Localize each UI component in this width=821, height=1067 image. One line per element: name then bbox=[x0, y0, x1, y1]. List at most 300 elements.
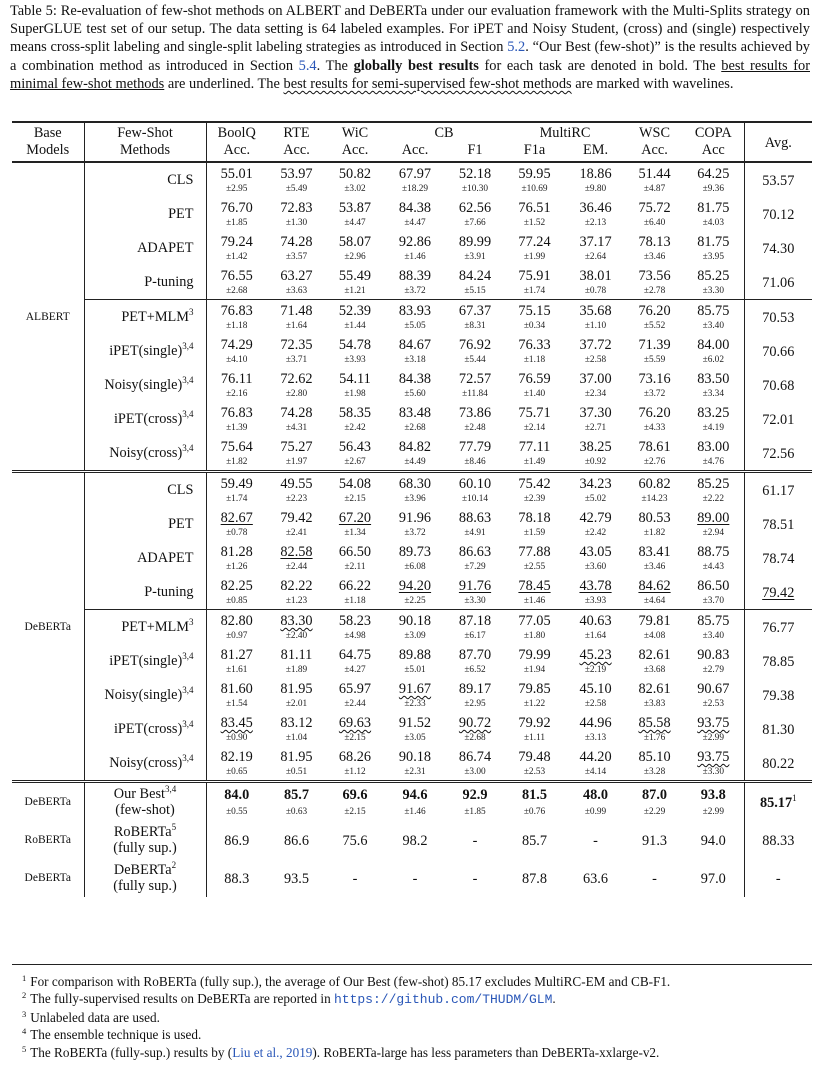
value-cell: 72.56 bbox=[744, 436, 812, 472]
std-cell: ±2.34 bbox=[584, 389, 607, 399]
value-cell: 71.48 bbox=[267, 300, 326, 321]
value-cell: 37.00 bbox=[579, 371, 612, 387]
value-cell: 79.42 bbox=[280, 510, 313, 526]
std-cell: ±2.58 bbox=[584, 355, 607, 365]
std-cell: ±4.98 bbox=[344, 631, 366, 641]
std-cell: ±4.08 bbox=[643, 631, 666, 641]
value-cell: 91.76 bbox=[458, 578, 492, 594]
std-cell: ±3.72 bbox=[643, 389, 666, 399]
std-cell: ±0.78 bbox=[226, 528, 248, 538]
method-name: Noisy(single)$^{3,4}$ bbox=[84, 368, 206, 402]
table-row bbox=[12, 575, 812, 595]
value-cell: 78.61 bbox=[638, 439, 671, 455]
section-ref-5-4[interactable]: 5.4 bbox=[298, 57, 317, 74]
std-cell: ±1.98 bbox=[344, 389, 366, 399]
value-cell: 82.61 bbox=[638, 647, 671, 663]
value-cell: 75.15 bbox=[504, 300, 565, 321]
std-cell: ±1.74 bbox=[523, 286, 546, 296]
method-name: iPET(cross)$^{3,4}$ bbox=[84, 402, 206, 436]
value-cell: 98.2 bbox=[402, 833, 428, 849]
value-cell: - bbox=[744, 859, 812, 897]
value-cell: 43.78 bbox=[579, 578, 612, 594]
std-cell: ±3.28 bbox=[643, 767, 666, 777]
value-cell: 68.30 bbox=[384, 472, 446, 494]
metric-header: F1a bbox=[523, 142, 546, 158]
value-cell: 82.19 bbox=[220, 749, 253, 765]
base-model-label: DeBERTa bbox=[12, 859, 84, 897]
task-header-rte: RTE bbox=[267, 122, 326, 142]
std-cell: ±2.41 bbox=[285, 528, 308, 538]
std-cell: ±3.68 bbox=[643, 665, 666, 675]
std-cell: ±10.69 bbox=[521, 184, 548, 194]
std-cell: ±10.30 bbox=[461, 184, 489, 194]
method-name: ADAPET bbox=[84, 231, 206, 265]
value-cell: 74.28 bbox=[280, 405, 313, 421]
std-cell: ±2.33 bbox=[404, 699, 426, 709]
value-cell: 89.17 bbox=[458, 681, 492, 697]
std-cell: ±3.34 bbox=[702, 389, 724, 399]
method-name: CLS bbox=[84, 472, 206, 508]
footnote-5: $^5$ The RoBERTa (fully-sup.) results by (Liu et al., 2019). RoBERTa-large has less parameters than DeBERTa-xxlarge-v2. bbox=[22, 1043, 660, 1060]
std-cell: ±2.68 bbox=[404, 423, 426, 433]
value-cell: 91.67 bbox=[398, 681, 432, 697]
std-cell: ±5.59 bbox=[643, 355, 666, 365]
github-link[interactable]: https://github.com/THUDM/GLM bbox=[333, 992, 553, 1008]
header-row-tasks bbox=[12, 122, 812, 142]
value-cell: 79.99 bbox=[518, 647, 551, 663]
value-cell: 89.00 bbox=[697, 510, 730, 526]
std-cell: ±0.99 bbox=[584, 807, 607, 818]
table-caption: Table 5: Re-evaluation of few-shot methods on ALBERT and DeBERTa under our evaluation framework with the Multi-Splits strategy on SuperGLUE test set of our setup. The data setting is 64 labeled examples. For iPET and Noisy Student, (cross) and (single) respectively means cross-split labeling and single-split labeling strategies as introduced in Section 5.2. “Our Best (few-shot)” is the results achieved by a combination method as introduced in Section 5.4. The globally best results for each task are denoted in bold. The best results for minimal few-shot methods are underlined. The best results for semi-supervised few-shot methods are marked with wavelines. bbox=[10, 3, 810, 92]
task-header-wsc: WSC bbox=[626, 122, 683, 142]
value-cell: 45.23 bbox=[579, 647, 612, 663]
std-cell: ±2.53 bbox=[523, 767, 546, 777]
std-cell: ±1.64 bbox=[584, 631, 607, 641]
std-cell: ±4.87 bbox=[643, 184, 666, 194]
value-cell: 79.38 bbox=[744, 678, 812, 712]
value-cell: 70.53 bbox=[744, 300, 812, 335]
value-cell: 90.18 bbox=[398, 749, 432, 765]
value-cell: 67.20 bbox=[338, 510, 372, 526]
std-cell: ±0.65 bbox=[226, 767, 248, 777]
std-cell: ±2.19 bbox=[584, 665, 607, 675]
value-cell: 87.0 bbox=[626, 782, 683, 806]
std-cell: ±3.70 bbox=[702, 596, 724, 606]
std-cell: ±0.51 bbox=[285, 767, 308, 777]
value-cell: 94.0 bbox=[700, 833, 726, 849]
value-cell: 88.75 bbox=[697, 544, 730, 560]
value-cell: 44.20 bbox=[579, 749, 612, 765]
std-cell: ±5.01 bbox=[404, 665, 426, 675]
std-cell: ±2.55 bbox=[523, 562, 546, 572]
value-cell: 56.43 bbox=[338, 439, 372, 455]
value-cell: 67.97 bbox=[384, 162, 446, 183]
value-cell: 93.75 bbox=[697, 715, 730, 731]
value-cell: 87.8 bbox=[522, 871, 548, 887]
std-cell: ±3.46 bbox=[643, 562, 666, 572]
value-cell: - bbox=[593, 833, 598, 849]
value-cell: 66.22 bbox=[338, 578, 372, 594]
std-cell: ±4.76 bbox=[702, 457, 724, 467]
std-cell: ±6.52 bbox=[464, 665, 486, 675]
value-cell: 38.01 bbox=[579, 268, 612, 284]
std-cell: ±2.99 bbox=[702, 733, 724, 743]
value-cell: 58.35 bbox=[338, 405, 372, 421]
value-cell: 84.00 bbox=[697, 337, 730, 353]
task-header-multirc: MultiRC bbox=[504, 122, 626, 142]
value-cell: 81.28 bbox=[220, 544, 253, 560]
value-cell: - bbox=[412, 871, 418, 887]
std-cell: ±1.34 bbox=[344, 528, 366, 538]
value-cell: 79.42 bbox=[744, 575, 812, 610]
std-cell: ±4.19 bbox=[702, 423, 724, 433]
value-cell: 62.56 bbox=[458, 200, 492, 216]
std-cell: ±4.10 bbox=[226, 355, 248, 365]
std-cell: ±3.91 bbox=[464, 252, 486, 262]
base-models-header: Base Models bbox=[12, 122, 84, 162]
value-cell: 60.10 bbox=[446, 472, 504, 494]
value-cell: 87.70 bbox=[458, 647, 492, 663]
std-cell: ±1.26 bbox=[226, 562, 248, 572]
std-cell: ±1.89 bbox=[285, 665, 308, 675]
value-cell: 54.78 bbox=[338, 337, 372, 353]
value-cell: 58.07 bbox=[338, 234, 372, 250]
value-cell: 84.67 bbox=[398, 337, 432, 353]
std-cell: ±2.99 bbox=[702, 807, 724, 818]
value-cell: 70.66 bbox=[744, 334, 812, 368]
std-cell: ±18.29 bbox=[401, 184, 429, 194]
std-cell: ±3.09 bbox=[404, 631, 426, 641]
citation-link[interactable]: Liu et al., 2019 bbox=[232, 1044, 313, 1060]
std-cell: ±1.22 bbox=[523, 699, 546, 709]
std-cell: ±6.08 bbox=[404, 562, 426, 572]
value-cell: 94.20 bbox=[398, 578, 432, 594]
value-cell: 48.0 bbox=[565, 782, 626, 806]
std-cell: ±2.68 bbox=[226, 286, 248, 296]
value-cell: 84.38 bbox=[398, 371, 432, 387]
value-cell: 65.97 bbox=[338, 681, 372, 697]
std-cell: ±2.15 bbox=[344, 494, 366, 504]
value-cell: 86.50 bbox=[697, 578, 730, 594]
value-cell: 77.88 bbox=[518, 544, 551, 560]
value-cell: 44.96 bbox=[579, 715, 612, 731]
std-cell: ±1.46 bbox=[404, 807, 426, 818]
std-cell: ±6.02 bbox=[702, 355, 724, 365]
value-cell: 82.80 bbox=[206, 610, 267, 631]
value-cell: 37.30 bbox=[579, 405, 612, 421]
table-row bbox=[12, 746, 812, 766]
value-cell: 89.73 bbox=[398, 544, 432, 560]
method-name: Noisy(single)$^{3,4}$ bbox=[84, 678, 206, 712]
std-cell: ±2.78 bbox=[643, 286, 666, 296]
std-cell: ±2.25 bbox=[404, 596, 426, 606]
value-cell: 52.18 bbox=[446, 162, 504, 183]
value-cell: 76.59 bbox=[518, 371, 551, 387]
value-cell: 83.00 bbox=[697, 439, 730, 455]
table-row bbox=[12, 300, 812, 321]
value-cell: 82.58 bbox=[280, 544, 313, 560]
value-cell: 53.97 bbox=[267, 162, 326, 183]
std-cell: ±2.23 bbox=[285, 494, 308, 504]
value-cell: 77.79 bbox=[458, 439, 492, 455]
value-cell: 90.83 bbox=[697, 647, 730, 663]
value-cell: 89.99 bbox=[458, 234, 492, 250]
metric-header: F1 bbox=[467, 142, 483, 158]
value-cell: 52.39 bbox=[326, 300, 384, 321]
std-cell: ±1.80 bbox=[523, 631, 546, 641]
value-cell: 78.13 bbox=[638, 234, 671, 250]
value-cell: 78.74 bbox=[744, 541, 812, 575]
std-cell: ±11.84 bbox=[462, 389, 488, 399]
task-header-cb: CB bbox=[384, 122, 504, 142]
std-cell: ±1.54 bbox=[226, 699, 248, 709]
value-cell: 74.29 bbox=[220, 337, 253, 353]
footnotes bbox=[22, 973, 812, 1061]
value-cell: 85.25 bbox=[697, 268, 730, 284]
method-name: RoBERTa$^5$ (fully sup.) bbox=[84, 821, 206, 859]
std-cell: ±1.11 bbox=[524, 733, 546, 743]
value-cell: 76.70 bbox=[220, 200, 253, 216]
base-model-label: ALBERT bbox=[12, 162, 84, 472]
table-row bbox=[12, 402, 812, 422]
value-cell: 88.3 bbox=[224, 871, 250, 887]
value-cell: 93.75 bbox=[697, 749, 730, 765]
std-cell: ±2.39 bbox=[523, 494, 546, 504]
metric-header: Acc bbox=[701, 142, 725, 158]
value-cell: 90.72 bbox=[458, 715, 492, 731]
method-name: P-tuning bbox=[84, 575, 206, 610]
std-cell: ±2.71 bbox=[584, 423, 607, 433]
value-cell: 85.10 bbox=[638, 749, 671, 765]
std-cell: ±1.99 bbox=[523, 252, 546, 262]
task-header-copa: COPA bbox=[683, 122, 744, 142]
std-cell: ±14.23 bbox=[641, 494, 668, 504]
value-cell: 84.24 bbox=[458, 268, 492, 284]
value-cell: 84.82 bbox=[398, 439, 432, 455]
value-cell: 73.16 bbox=[638, 371, 671, 387]
value-cell: 80.22 bbox=[744, 746, 812, 782]
value-cell: 81.95 bbox=[280, 681, 313, 697]
std-cell: ±1.97 bbox=[285, 457, 308, 467]
value-cell: 60.82 bbox=[626, 472, 683, 494]
value-cell: 72.57 bbox=[458, 371, 492, 387]
value-cell: 82.22 bbox=[280, 578, 313, 594]
std-cell: ±8.46 bbox=[464, 457, 486, 467]
value-cell: 93.5 bbox=[283, 871, 310, 887]
value-cell: 81.27 bbox=[220, 647, 253, 663]
value-cell: 79.85 bbox=[518, 681, 551, 697]
value-cell: 83.93 bbox=[384, 300, 446, 321]
value-cell: 75.42 bbox=[504, 472, 565, 494]
std-cell: ±3.18 bbox=[404, 355, 426, 365]
std-cell: ±5.44 bbox=[464, 355, 486, 365]
value-cell: 75.64 bbox=[220, 439, 253, 455]
value-cell: 35.68 bbox=[565, 300, 626, 321]
base-model-label: RoBERTa bbox=[12, 821, 84, 859]
value-cell: 91.52 bbox=[398, 715, 432, 731]
table-row bbox=[12, 472, 812, 494]
value-cell: 86.63 bbox=[458, 544, 492, 560]
value-cell: 59.49 bbox=[206, 472, 267, 494]
value-cell: 80.53 bbox=[638, 510, 671, 526]
footnote-rule bbox=[12, 964, 812, 965]
value-cell: 87.18 bbox=[446, 610, 504, 631]
value-cell: 90.18 bbox=[384, 610, 446, 631]
method-name: ADAPET bbox=[84, 541, 206, 575]
metric-header: Acc. bbox=[283, 142, 310, 158]
value-cell: 85.25 bbox=[683, 472, 744, 494]
std-cell: ±3.02 bbox=[344, 184, 366, 194]
value-cell: 77.05 bbox=[504, 610, 565, 631]
std-cell: ±4.31 bbox=[285, 423, 308, 433]
std-cell: ±0.76 bbox=[523, 807, 546, 818]
value-cell: 72.62 bbox=[280, 371, 313, 387]
std-cell: ±0.55 bbox=[226, 807, 248, 818]
std-cell: ±2.80 bbox=[285, 389, 308, 399]
few-shot-methods-header: Few-Shot Methods bbox=[84, 122, 206, 162]
value-cell: 34.23 bbox=[565, 472, 626, 494]
value-cell: 76.11 bbox=[220, 371, 253, 387]
value-cell: 79.48 bbox=[518, 749, 551, 765]
std-cell: ±1.85 bbox=[464, 807, 486, 818]
value-cell: 69.6 bbox=[326, 782, 384, 806]
std-cell: ±2.29 bbox=[643, 807, 666, 818]
std-cell: ±1.44 bbox=[344, 321, 366, 331]
value-cell: 36.46 bbox=[579, 200, 612, 216]
footnote-3: $^3$ Unlabeled data are used. bbox=[22, 1008, 160, 1025]
value-cell: 88.63 bbox=[458, 510, 492, 526]
value-cell: 54.08 bbox=[326, 472, 384, 494]
section-ref-5-2[interactable]: 5.2 bbox=[507, 39, 526, 56]
value-cell: - bbox=[472, 833, 478, 849]
value-cell: 86.6 bbox=[283, 833, 310, 849]
value-cell: 83.41 bbox=[638, 544, 671, 560]
summary-row bbox=[12, 782, 812, 806]
std-cell: ±0.90 bbox=[226, 733, 248, 743]
std-cell: ±3.63 bbox=[285, 286, 308, 296]
std-cell: ±4.49 bbox=[404, 457, 426, 467]
value-cell: 84.62 bbox=[638, 578, 671, 594]
std-cell: ±1.12 bbox=[344, 767, 366, 777]
value-cell: 72.01 bbox=[744, 402, 812, 436]
std-cell: ±0.97 bbox=[226, 631, 248, 641]
value-cell: 58.23 bbox=[326, 610, 384, 631]
method-name: CLS bbox=[84, 162, 206, 197]
value-cell: 88.33 bbox=[744, 821, 812, 859]
value-cell: - bbox=[652, 871, 657, 887]
value-cell: 74.30 bbox=[744, 231, 812, 265]
value-cell: 97.0 bbox=[700, 871, 726, 887]
footnote-1: $^1$ For comparison with RoBERTa (fully sup.), the average of Our Best (few-shot) 85.17 excludes MultiRC-EM and CB-F1. bbox=[22, 973, 671, 989]
std-cell: ±6.40 bbox=[643, 218, 666, 228]
value-cell: 79.81 bbox=[626, 610, 683, 631]
task-header-avg: Avg. bbox=[744, 122, 812, 162]
std-cell: ±3.13 bbox=[584, 733, 607, 743]
value-cell: 85.17$^1$ bbox=[744, 782, 812, 822]
std-cell: ±3.05 bbox=[404, 733, 426, 743]
value-cell: 76.92 bbox=[458, 337, 492, 353]
std-cell: ±5.02 bbox=[584, 494, 607, 504]
std-cell: ±1.94 bbox=[523, 665, 546, 675]
std-cell: ±2.48 bbox=[464, 423, 486, 433]
std-cell: ±5.49 bbox=[285, 184, 308, 194]
method-name: iPET(single)$^{3,4}$ bbox=[84, 644, 206, 678]
value-cell: 69.63 bbox=[338, 715, 372, 731]
std-cell: ±2.40 bbox=[285, 631, 308, 641]
value-cell: 82.61 bbox=[638, 681, 671, 697]
std-cell: ±2.11 bbox=[344, 562, 366, 572]
value-cell: 85.7 bbox=[267, 782, 326, 806]
std-cell: ±2.76 bbox=[643, 457, 666, 467]
std-cell: ±2.64 bbox=[584, 252, 607, 262]
std-cell: ±0.63 bbox=[285, 807, 308, 818]
std-cell: ±4.91 bbox=[464, 528, 486, 538]
std-cell: ±1.39 bbox=[226, 423, 248, 433]
value-cell: 75.71 bbox=[518, 405, 551, 421]
value-cell: 82.67 bbox=[220, 510, 253, 526]
value-cell: - bbox=[472, 871, 478, 887]
value-cell: 91.96 bbox=[398, 510, 432, 526]
std-cell: ±5.52 bbox=[643, 321, 666, 331]
std-cell: ±9.36 bbox=[702, 184, 724, 194]
value-cell: 38.25 bbox=[579, 439, 612, 455]
value-cell: 61.17 bbox=[744, 472, 812, 508]
std-cell: ±3.30 bbox=[464, 596, 486, 606]
value-cell: 75.27 bbox=[280, 439, 313, 455]
value-cell: 85.7 bbox=[522, 833, 548, 849]
std-cell: ±2.94 bbox=[702, 528, 724, 538]
std-cell: ±1.59 bbox=[523, 528, 546, 538]
value-cell: 83.30 bbox=[267, 610, 326, 631]
value-cell: 45.10 bbox=[579, 681, 612, 697]
footnote-2: $^2$ The fully-supervised results on DeBERTa are reported in https://github.com/THUDM/GLM. bbox=[22, 990, 556, 1008]
value-cell: 93.8 bbox=[683, 782, 744, 806]
value-cell: 75.6 bbox=[342, 833, 368, 849]
method-name: iPET(cross)$^{3,4}$ bbox=[84, 712, 206, 746]
value-cell: 76.77 bbox=[744, 610, 812, 645]
std-cell: ±2.22 bbox=[702, 494, 724, 504]
value-cell: 53.57 bbox=[744, 162, 812, 197]
value-cell: 83.50 bbox=[697, 371, 730, 387]
value-cell: 59.95 bbox=[504, 162, 565, 183]
std-cell: ±4.14 bbox=[584, 767, 607, 777]
std-cell: ±1.23 bbox=[285, 596, 308, 606]
value-cell: 73.86 bbox=[458, 405, 492, 421]
std-cell: ±3.83 bbox=[643, 699, 666, 709]
metric-header: Acc. bbox=[223, 142, 251, 158]
std-cell: ±1.76 bbox=[643, 733, 666, 743]
std-cell: ±3.96 bbox=[404, 494, 426, 504]
std-cell: ±3.95 bbox=[702, 252, 724, 262]
table-row bbox=[12, 197, 812, 217]
value-cell: 42.79 bbox=[579, 510, 612, 526]
value-cell: 75.72 bbox=[638, 200, 671, 216]
std-cell: ±1.18 bbox=[523, 355, 546, 365]
std-cell: ±2.42 bbox=[344, 423, 366, 433]
std-cell: ±1.10 bbox=[584, 321, 607, 331]
metric-header: EM. bbox=[583, 142, 609, 158]
std-cell: ±1.52 bbox=[523, 218, 546, 228]
method-name: DeBERTa$^2$ (fully sup.) bbox=[84, 859, 206, 897]
std-cell: ±7.66 bbox=[464, 218, 486, 228]
value-cell: 76.20 bbox=[638, 405, 671, 421]
value-cell: 64.25 bbox=[683, 162, 744, 183]
value-cell: 71.06 bbox=[744, 265, 812, 300]
std-cell: ±1.30 bbox=[285, 218, 308, 228]
value-cell: 91.3 bbox=[642, 833, 668, 849]
std-cell: ±1.64 bbox=[285, 321, 308, 331]
value-cell: 81.11 bbox=[280, 647, 313, 663]
